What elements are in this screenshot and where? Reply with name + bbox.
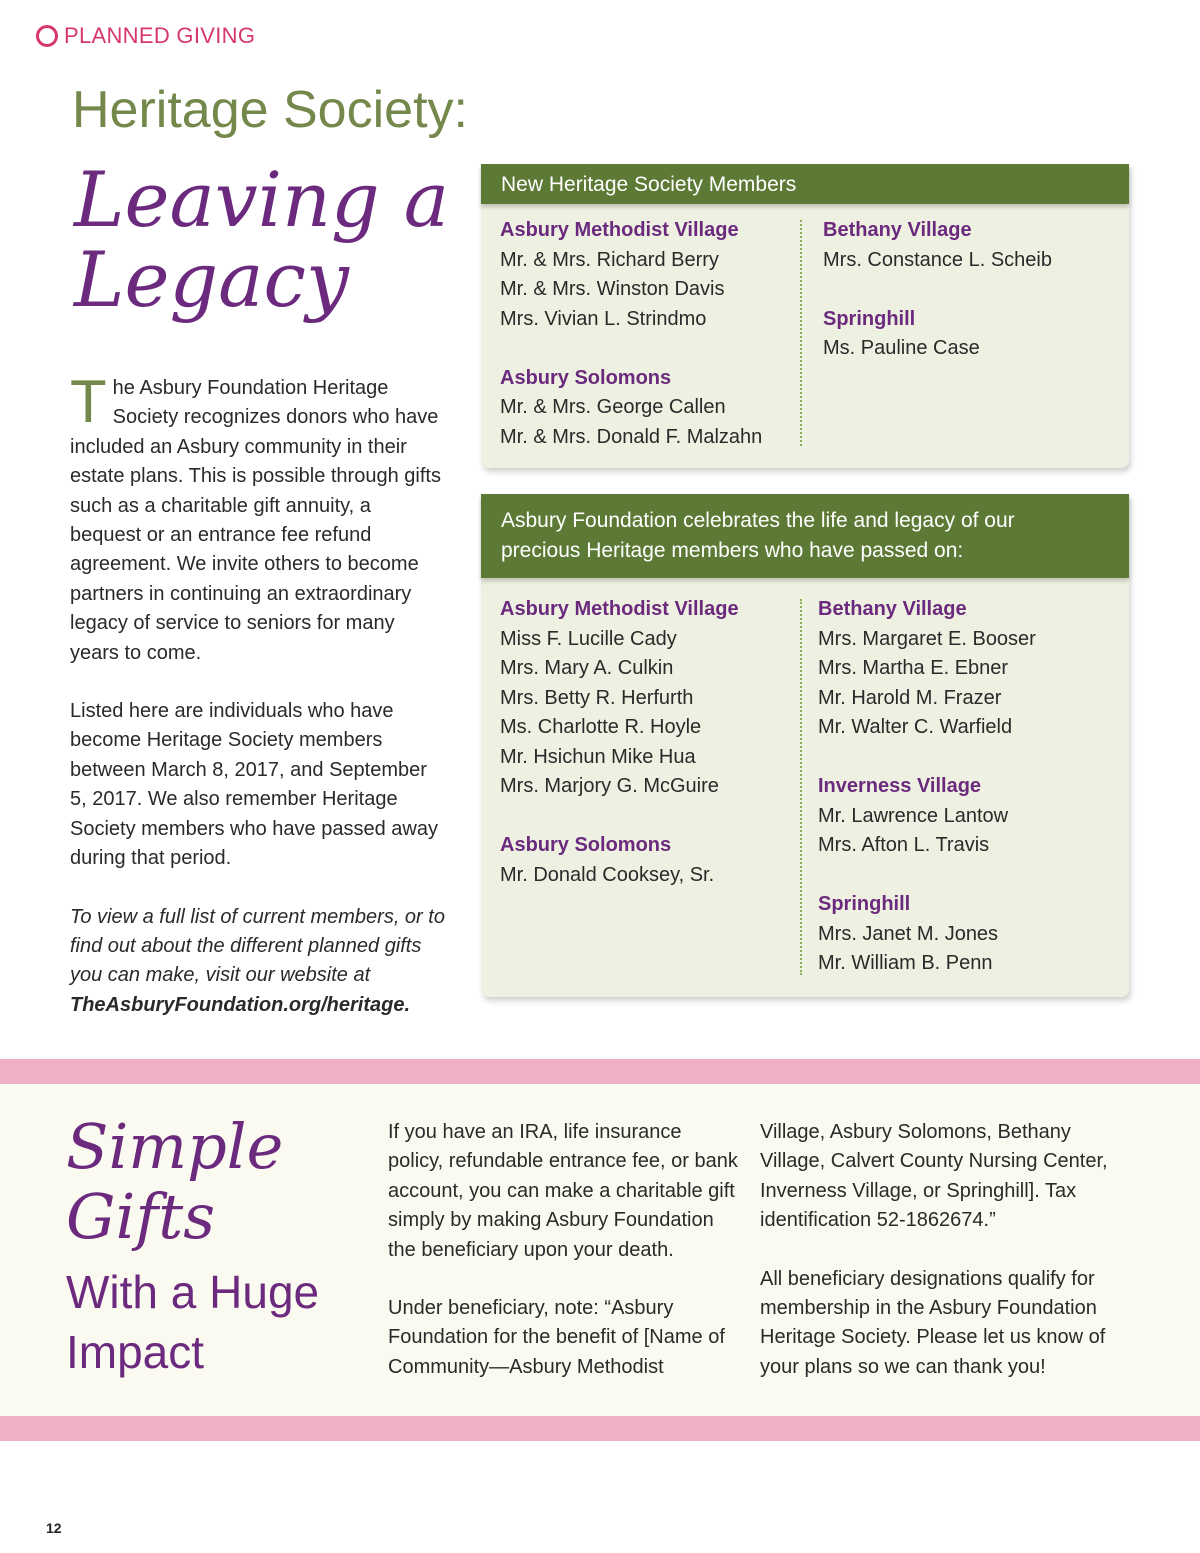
community-group [818,772,1113,861]
member-name: Mr. Lawrence Lantow [818,804,1009,827]
simple-gifts-script: Simple Gifts [66,1110,284,1253]
intro-text [70,368,445,1049]
member-name: Mr. Walter C. Warfield [818,716,1013,738]
circle-icon [36,25,58,47]
community-name: Asbury Solomons [500,834,672,856]
simple-gifts-heading: With a Huge Impact [66,1266,320,1378]
simple-gifts-paragraph: Under beneficiary, note: “Asbury Foundation for the benefit of [Name of Community—Asbury Methodist [388,1297,725,1378]
new-members-box [481,164,1129,468]
website-link[interactable]: TheAsburyFoundation.org/heritage. [70,993,411,1016]
member-name: Mrs. Mary A. Culkin [500,657,674,679]
community-name: Springhill [823,307,916,330]
community-name: Bethany Village [823,219,972,241]
new-members-right-column [823,216,1113,364]
community-name: Bethany Village [818,598,967,620]
member-name: Mrs. Janet M. Jones [818,922,999,945]
pink-band-top [0,1059,1200,1084]
section-label-text: PLANNED GIVING [64,23,256,48]
member-name: Mrs. Betty R. Herfurth [500,686,694,709]
simple-gifts-paragraph: All beneficiary designations qualify for membership in the Asbury Foundation Heritage Society. Please let us know of your plans so we can thank you! [760,1267,1106,1378]
community-group [818,595,1113,743]
memoriam-heading-line-1: Asbury Foundation celebrates the life and legacy of our [501,509,1015,532]
community-group [823,216,1113,275]
dropcap: T [70,368,107,435]
memoriam-right-column [818,595,1113,979]
community-name: Asbury Methodist Village [500,219,739,241]
memoriam-box [481,494,1129,997]
memoriam-heading-line-2: precious Heritage members who have passed on: [501,539,964,562]
website-note-text: To view a full list of current members, or to find out about the different planned gifts you can make, visit our website at [70,905,445,987]
intro-paragraph-1-text: he Asbury Foundation Heritage Society recognizes donors who have included an Asbury community in their estate plans. This is possible through gifts such as a charitable gift annuity, a bequest or an entrance fee refund agreement. We invite others to become partners in continuing an extraordinary legacy of service to seniors for many years to come. [70,377,441,664]
community-name: Springhill [818,893,911,915]
member-name: Mr. William B. Penn [818,952,993,974]
script-heading: Leaving a Legacy [74,155,450,324]
memoriam-heading [481,494,1129,578]
community-name: Asbury Solomons [500,366,672,389]
page-title: Heritage Society: [72,81,468,139]
member-name: Mrs. Afton L. Travis [818,834,990,856]
member-name: Mr. Donald Cooksey, Sr. [500,863,715,886]
member-name: Mrs. Vivian L. Strindmo [500,307,707,330]
community-group [500,364,800,453]
intro-paragraph-2: Listed here are individuals who have become Heritage Society members between March 8, 2017, and September 5, 2017. We also remember Heritage Society members who have passed away during that period. [70,700,438,870]
member-name: Mr. Hsichun Mike Hua [500,745,696,768]
simple-gifts-paragraph: Village, Asbury Solomons, Bethany Village, Calvert County Nursing Center, Inverness Village, or Springhill]. Tax identification 52-1862674.” [760,1121,1108,1232]
simple-gifts-column-1 [388,1118,738,1411]
section-label [36,23,255,49]
new-members-heading: New Heritage Society Members [481,164,1129,204]
member-name: Mrs. Margaret E. Booser [818,627,1036,650]
member-name: Mr. & Mrs. George Callen [500,396,726,418]
community-group [500,595,800,802]
community-name: Asbury Methodist Village [500,598,739,620]
community-group [823,305,1113,364]
member-name: Mr. & Mrs. Winston Davis [500,278,725,300]
member-name: Miss F. Lucille Cady [500,627,677,650]
member-name: Mrs. Constance L. Scheib [823,248,1052,271]
pink-band-bottom [0,1416,1200,1441]
member-name: Mr. Harold M. Frazer [818,686,1002,709]
community-name: Inverness Village [818,775,982,797]
column-divider [800,220,802,446]
community-group [818,890,1113,979]
simple-gifts-column-2 [760,1118,1125,1411]
page-number: 12 [46,1520,62,1536]
community-group [500,216,800,334]
community-group [500,831,800,890]
simple-gifts-paragraph: If you have an IRA, life insurance policy, refundable entrance fee, or bank account, you can make a charitable gift simply by making Asbury Foundation the beneficiary upon your death. [388,1121,738,1261]
member-name: Mrs. Martha E. Ebner [818,657,1009,679]
member-name: Mr. & Mrs. Richard Berry [500,248,719,271]
member-name: Mr. & Mrs. Donald F. Malzahn [500,425,763,448]
intro-paragraph-1 [70,368,445,668]
member-name: Mrs. Marjory G. McGuire [500,775,719,797]
new-members-left-column [500,216,800,452]
website-note [70,903,445,1021]
memoriam-left-column [500,595,800,890]
column-divider [800,599,802,975]
member-name: Ms. Charlotte R. Hoyle [500,716,702,738]
member-name: Ms. Pauline Case [823,337,980,359]
